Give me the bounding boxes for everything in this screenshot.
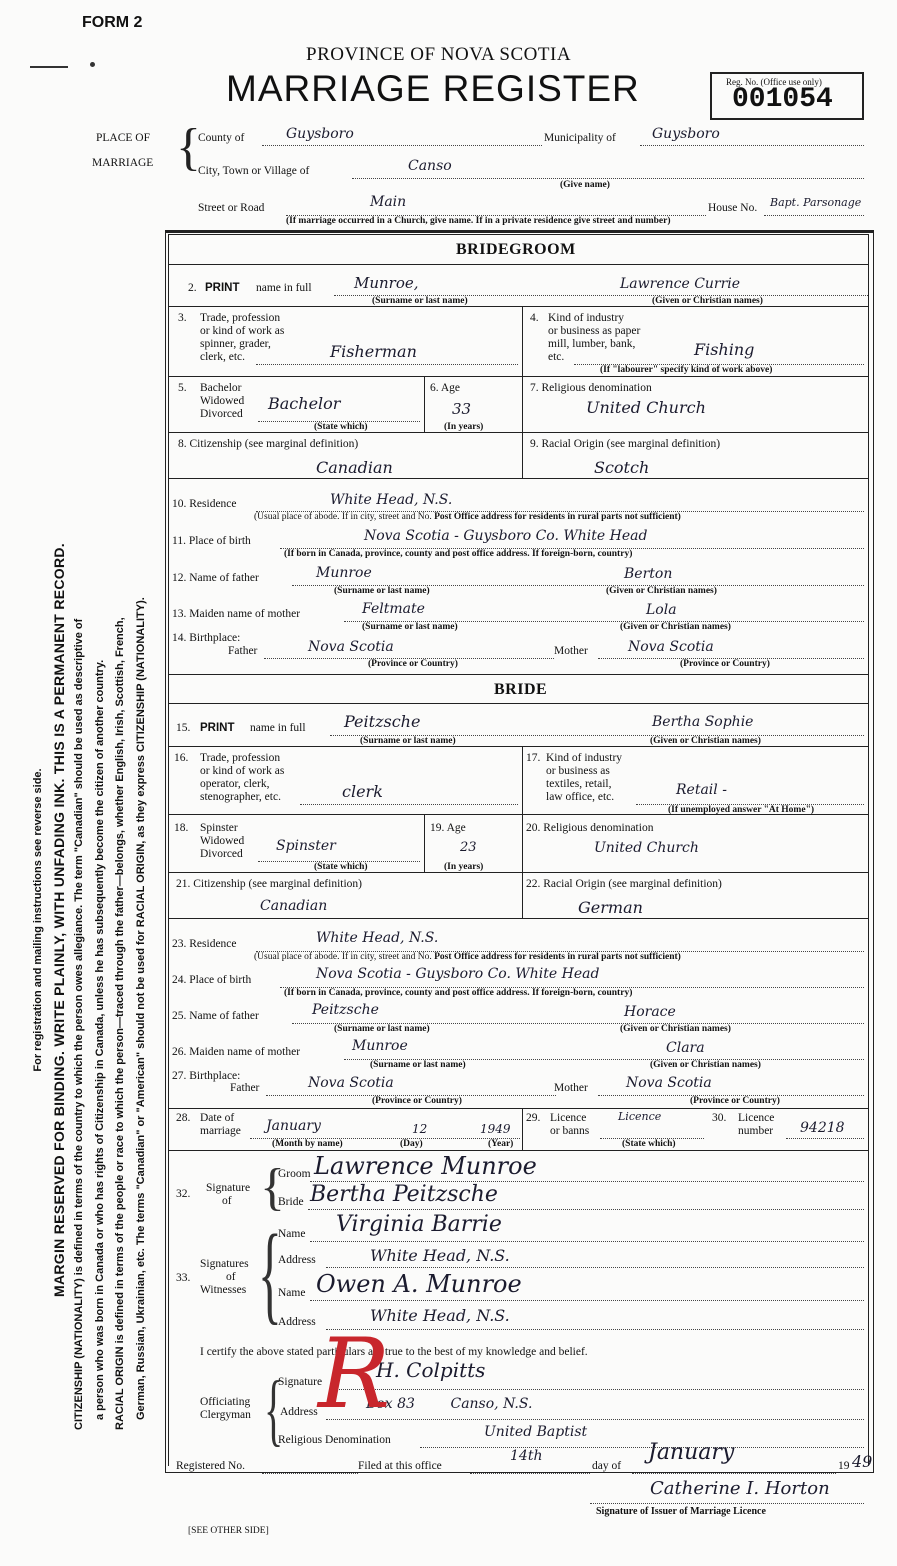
bride-status-note: (State which) [314, 862, 368, 872]
groom-citizenship: Canadian [316, 458, 393, 477]
bride-racial-label: 22. Racial Origin (see marginal definition) [526, 878, 722, 890]
county-label: County of [198, 132, 245, 144]
bride-age: 23 [460, 840, 477, 855]
bride-father-label: 25. Name of father [172, 1010, 259, 1022]
groom-name-label: name in full [256, 282, 312, 294]
house-value: Bapt. Parsonage [770, 196, 862, 209]
bride-sig-label: Bride [278, 1196, 304, 1208]
issuer-label: Signature of Issuer of Marriage Licence [596, 1506, 766, 1517]
bride-religion-label: 20. Religious denomination [526, 822, 654, 834]
bride-citizenship: Canadian [260, 898, 328, 914]
municipality-label: Municipality of [544, 132, 616, 144]
groom-residence-note-bold: Post Office address for residents in rural parts not sufficient) [434, 512, 681, 522]
groom-birth-label: 11. Place of birth [172, 535, 251, 547]
sig-label-1: Signature [206, 1182, 251, 1194]
groom-status-note: (State which) [314, 422, 368, 432]
w1-address: White Head, N.S. [370, 1246, 510, 1265]
date-label-2: marriage [200, 1125, 241, 1137]
month-note: (Month by name) [272, 1139, 343, 1149]
w1-name: Virginia Barrie [336, 1212, 502, 1237]
place-label-2: MARRIAGE [92, 157, 154, 169]
bride-bp-mother-label: Mother [554, 1082, 588, 1094]
bride-citizenship-label: 21. Citizenship (see marginal definition) [176, 878, 362, 890]
groom-industry: Fishing [694, 340, 755, 359]
groom-status-line-3: Divorced [200, 408, 243, 420]
groom-industry-line-2: or business as paper [548, 325, 641, 337]
groom-age-note: (In years) [444, 422, 484, 432]
groom-industry-line-4: etc. [548, 351, 565, 363]
reg-number-box [710, 72, 864, 120]
marriage-month: January [266, 1118, 321, 1134]
licno-label-2: number [738, 1125, 774, 1137]
province-heading: PROVINCE OF NOVA SCOTIA [306, 44, 572, 65]
bride-given: Bertha Sophie [652, 714, 754, 730]
bride-status: Spinster [276, 838, 336, 854]
bride-racial: German [578, 898, 643, 917]
groom-racial: Scotch [594, 458, 650, 477]
place-brace: { [176, 119, 201, 176]
groom-mother-given-note: (Given or Christian names) [620, 622, 731, 632]
groom-trade: Fisherman [330, 342, 417, 361]
groom-signature: Lawrence Munroe [314, 1152, 537, 1180]
groom-father-label: 12. Name of father [172, 572, 259, 584]
city-value: Canso [408, 158, 452, 174]
bride-mother-given: Clara [666, 1040, 705, 1056]
bride-birth: Nova Scotia - Guysboro Co. White Head [316, 966, 600, 982]
groom-age: 33 [452, 400, 472, 418]
bride-industry-note: (If unemployed answer "At Home") [668, 805, 815, 815]
dash-mark [30, 66, 68, 68]
groom-name-print: PRINT [205, 282, 240, 294]
clergy-sig-label: Signature [278, 1376, 323, 1388]
groom-status-num: 5. [178, 382, 187, 394]
licence-value: Licence [618, 1110, 662, 1123]
groom-bp-mother-label: Mother [554, 645, 588, 657]
margin-notes [28, 410, 168, 1430]
bride-birth-label: 24. Place of birth [172, 974, 252, 986]
bride-residence-label: 23. Residence [172, 938, 237, 950]
groom-sig-label: Groom [278, 1168, 311, 1180]
licence-number: 94218 [800, 1120, 845, 1136]
sig-label-2: of [222, 1195, 232, 1207]
bride-bp-father-label: Father [230, 1082, 260, 1094]
filed-label: Filed at this office [358, 1460, 442, 1472]
bride-status-line-1: Spinster [200, 822, 238, 834]
bride-mother-surname: Munroe [352, 1038, 408, 1054]
bridegroom-heading: BRIDEGROOM [456, 241, 576, 258]
bride-bp-mother-note: (Province or Country) [690, 1096, 780, 1106]
bride-father-given: Horace [624, 1004, 676, 1020]
bride-name-print: PRINT [200, 722, 235, 734]
groom-mother-surname: Feltmate [362, 601, 425, 617]
groom-birth: Nova Scotia - Guysboro Co. White Head [364, 528, 648, 544]
bride-residence-note-plain: (Usual place of abode. If in city, street and No. [254, 952, 432, 962]
groom-bp-father: Nova Scotia [308, 639, 394, 655]
witness-brace: { [258, 1212, 282, 1334]
certify-text: I certify the above stated particulars are true to the best of my knowledge and belief. [200, 1346, 588, 1358]
groom-status-line-1: Bachelor [200, 382, 242, 394]
margin-line-4: a person who was born in Canada or who has rights of Citizenship in Canada, unless he has subsequently become the citizen of another country. [93, 659, 106, 1420]
groom-father-given-note: (Given or Christian names) [606, 586, 717, 596]
marriage-year: 1949 [480, 1122, 511, 1136]
bride-status-line-3: Divorced [200, 848, 243, 860]
groom-mother-surname-note: (Surname or last name) [362, 622, 458, 632]
street-value: Main [370, 194, 407, 210]
bride-birthplace-label: 27. Birthplace: [172, 1070, 241, 1082]
place-label-1: PLACE OF [96, 132, 150, 144]
bride-name-label: name in full [250, 722, 306, 734]
groom-father-given: Berton [624, 566, 673, 582]
dot-mark [90, 62, 95, 67]
city-label: City, Town or Village of [198, 165, 310, 177]
bride-industry-line-1: Kind of industry [546, 752, 623, 764]
groom-mother-given: Lola [646, 602, 677, 618]
groom-trade-num: 3. [178, 312, 187, 324]
bride-surname-note: (Surname or last name) [360, 736, 456, 746]
margin-line-5: RACIAL ORIGIN is defined in terms of the people or race to which the person—traced through the father—belongs, whether English, Irish, Scottish, French, [114, 617, 126, 1430]
date-num: 28. [176, 1112, 191, 1124]
page-title: MARRIAGE REGISTER [226, 68, 640, 109]
groom-bp-mother-note: (Province or Country) [680, 659, 770, 669]
groom-trade-line-1: Trade, profession [200, 312, 281, 324]
witness-label-2: of [226, 1271, 236, 1283]
municipality-value: Guysboro [652, 126, 720, 142]
bride-trade-line-1: Trade, profession [200, 752, 281, 764]
bride-father-surname: Peitzsche [312, 1002, 379, 1018]
groom-given-note: (Given or Christian names) [652, 296, 763, 306]
groom-citizenship-label: 8. Citizenship (see marginal definition) [178, 438, 359, 450]
licno-num: 30. [712, 1112, 727, 1124]
bride-birth-note: (If born in Canada, province, county and post office address. If foreign-born, country) [284, 988, 633, 998]
bride-age-note: (In years) [444, 862, 484, 872]
bride-father-surname-note: (Surname or last name) [334, 1024, 430, 1034]
groom-religion: United Church [586, 398, 706, 417]
groom-residence-note-plain: (Usual place of abode. If in city, street and No. [254, 512, 432, 522]
groom-trade-line-4: clerk, etc. [200, 351, 246, 363]
clergy-brace: { [264, 1366, 284, 1454]
margin-line-2: MARGIN RESERVED FOR BINDING. WRITE PLAINLY, WITH UNFADING INK. THIS IS A PERMANENT RECORD. [50, 543, 67, 1297]
w2-name-label: Name [278, 1287, 306, 1299]
groom-given: Lawrence Currie [620, 276, 741, 292]
reg-number: 001054 [732, 84, 833, 115]
licno-label-1: Licence [738, 1112, 775, 1124]
w2-name: Owen A. Munroe [316, 1270, 522, 1298]
bride-industry-line-2: or business as [546, 765, 610, 777]
groom-racial-label: 9. Racial Origin (see marginal definition) [530, 438, 721, 450]
year-suffix: 49 [852, 1452, 873, 1471]
bride-trade-line-2: or kind of work as [200, 765, 285, 777]
bride-trade-line-3: operator, clerk, [200, 778, 270, 790]
give-name-note: (Give name) [560, 180, 610, 190]
w1-address-label: Address [278, 1254, 316, 1266]
bride-mother-surname-note: (Surname or last name) [370, 1060, 466, 1070]
bride-bp-father-note: (Province or Country) [372, 1096, 462, 1106]
reg-number-label: Reg. No. (Office use only) [726, 77, 822, 87]
bride-trade-num: 16. [174, 752, 189, 764]
bride-industry-line-4: law office, etc. [546, 791, 615, 803]
witness-num: 33. [176, 1272, 191, 1284]
w2-address-label: Address [278, 1316, 316, 1328]
clergy-label-1: Officiating [200, 1396, 251, 1408]
groom-industry-line-1: Kind of industry [548, 312, 625, 324]
groom-industry-line-3: mill, lumber, bank, [548, 338, 636, 350]
bride-status-num: 18. [174, 822, 189, 834]
bride-industry: Retail - [676, 782, 727, 798]
groom-bp-mother: Nova Scotia [628, 639, 714, 655]
county-value: Guysboro [286, 126, 354, 142]
bride-status-line-2: Widowed [200, 835, 245, 847]
day-note: (Day) [400, 1139, 423, 1149]
bride-trade: clerk [342, 782, 383, 801]
witness-label-3: Witnesses [200, 1284, 247, 1296]
clergy-signature: H. Colpitts [376, 1358, 486, 1382]
margin-line-3: CITIZENSHIP (NATIONALITY) is defined in terms of the country to which the person owes allegiance. The term "Canadian" should be used as descriptive of [73, 618, 85, 1430]
margin-line-6: German, Russian, Ukrainian, etc. The terms "Canadian" or "American" should not be used for RACIAL ORIGIN, as they express CITIZENSHIP (NATIONALITY). [134, 597, 147, 1420]
clergy-address: Box 83 Canso, N.S. [366, 1396, 533, 1412]
form-id: FORM 2 [82, 14, 143, 31]
street-note: (If marriage occurred in a Church, give name. If in a private residence give street and number) [286, 216, 671, 226]
bride-bp-mother: Nova Scotia [626, 1075, 712, 1091]
groom-industry-note: (If "labourer" specify kind of work above) [600, 365, 773, 375]
clergy-address-label: Address [280, 1406, 318, 1418]
date-label-1: Date of [200, 1112, 235, 1124]
registered-label: Registered No. [176, 1460, 245, 1472]
bride-industry-num: 17. [526, 752, 541, 764]
year-prefix: 19 [838, 1460, 850, 1472]
bride-residence-note-bold: Post Office address for residents in rural parts not sufficient) [434, 952, 681, 962]
street-label: Street or Road [198, 202, 265, 214]
bride-signature: Bertha Peitzsche [310, 1182, 498, 1207]
licence-label-1: Licence [550, 1112, 587, 1124]
clergy-denom: United Baptist [484, 1424, 588, 1440]
bride-religion: United Church [594, 840, 699, 856]
groom-residence-note [254, 512, 681, 522]
licence-num: 29. [526, 1112, 541, 1124]
bride-residence: White Head, N.S. [316, 930, 439, 946]
groom-surname: Munroe, [354, 274, 419, 292]
groom-trade-line-2: or kind of work as [200, 325, 285, 337]
groom-status: Bachelor [268, 394, 341, 413]
clergy-label-2: Clergyman [200, 1409, 251, 1421]
bride-industry-line-3: textiles, retail, [546, 778, 612, 790]
year-note: (Year) [488, 1139, 514, 1149]
groom-father-surname: Munroe [316, 565, 372, 581]
groom-status-line-2: Widowed [200, 395, 245, 407]
bride-trade-line-4: stenographer, etc. [200, 791, 281, 803]
filed-month: January [648, 1440, 735, 1465]
bride-mother-given-note: (Given or Christian names) [650, 1060, 761, 1070]
bride-father-given-note: (Given or Christian names) [620, 1024, 731, 1034]
form-frame-inner [168, 234, 869, 235]
filed-day: 14th [510, 1448, 543, 1464]
bride-bp-father: Nova Scotia [308, 1075, 394, 1091]
w2-address: White Head, N.S. [370, 1306, 510, 1325]
groom-religion-label: 7. Religious denomination [530, 382, 652, 394]
bride-surname: Peitzsche [344, 712, 421, 731]
groom-surname-note: (Surname or last name) [372, 296, 468, 306]
bride-heading: BRIDE [494, 681, 548, 698]
groom-bp-father-label: Father [228, 645, 258, 657]
bride-name-num: 15. [176, 722, 191, 734]
witness-label-1: Signatures [200, 1258, 249, 1270]
groom-industry-num: 4. [530, 312, 539, 324]
day-of-label: day of [592, 1460, 622, 1472]
sig-num: 32. [176, 1188, 191, 1200]
groom-residence: White Head, N.S. [330, 492, 453, 508]
bride-age-label: 19. Age [430, 822, 466, 834]
groom-residence-label: 10. Residence [172, 498, 237, 510]
w1-name-label: Name [278, 1228, 306, 1240]
see-other-side: [SEE OTHER SIDE] [188, 1526, 269, 1536]
groom-mother-label: 13. Maiden name of mother [172, 608, 301, 620]
sig-brace: { [260, 1159, 285, 1216]
bride-residence-note [254, 952, 681, 962]
licence-note: (State which) [622, 1139, 676, 1149]
groom-birth-note: (If born in Canada, province, county and post office address. If foreign-born, country) [284, 549, 633, 559]
house-label: House No. [708, 202, 758, 214]
groom-age-label: 6. Age [430, 382, 461, 394]
groom-name-num: 2. [188, 282, 197, 294]
red-mark: R [318, 1318, 391, 1430]
licence-label-2: or banns [550, 1125, 590, 1137]
groom-father-surname-note: (Surname or last name) [334, 586, 430, 596]
groom-birthplace-label: 14. Birthplace: [172, 632, 241, 644]
groom-trade-line-3: spinner, grader, [200, 338, 271, 350]
groom-bp-father-note: (Province or Country) [368, 659, 458, 669]
issuer-signature: Catherine I. Horton [650, 1478, 830, 1499]
clergy-denom-label: Religious Denomination [278, 1434, 391, 1446]
bride-given-note: (Given or Christian names) [650, 736, 761, 746]
bride-mother-label: 26. Maiden name of mother [172, 1046, 301, 1058]
marriage-day: 12 [412, 1122, 428, 1136]
margin-line-1: For registration and mailing instructions see reverse side. [32, 768, 44, 1072]
